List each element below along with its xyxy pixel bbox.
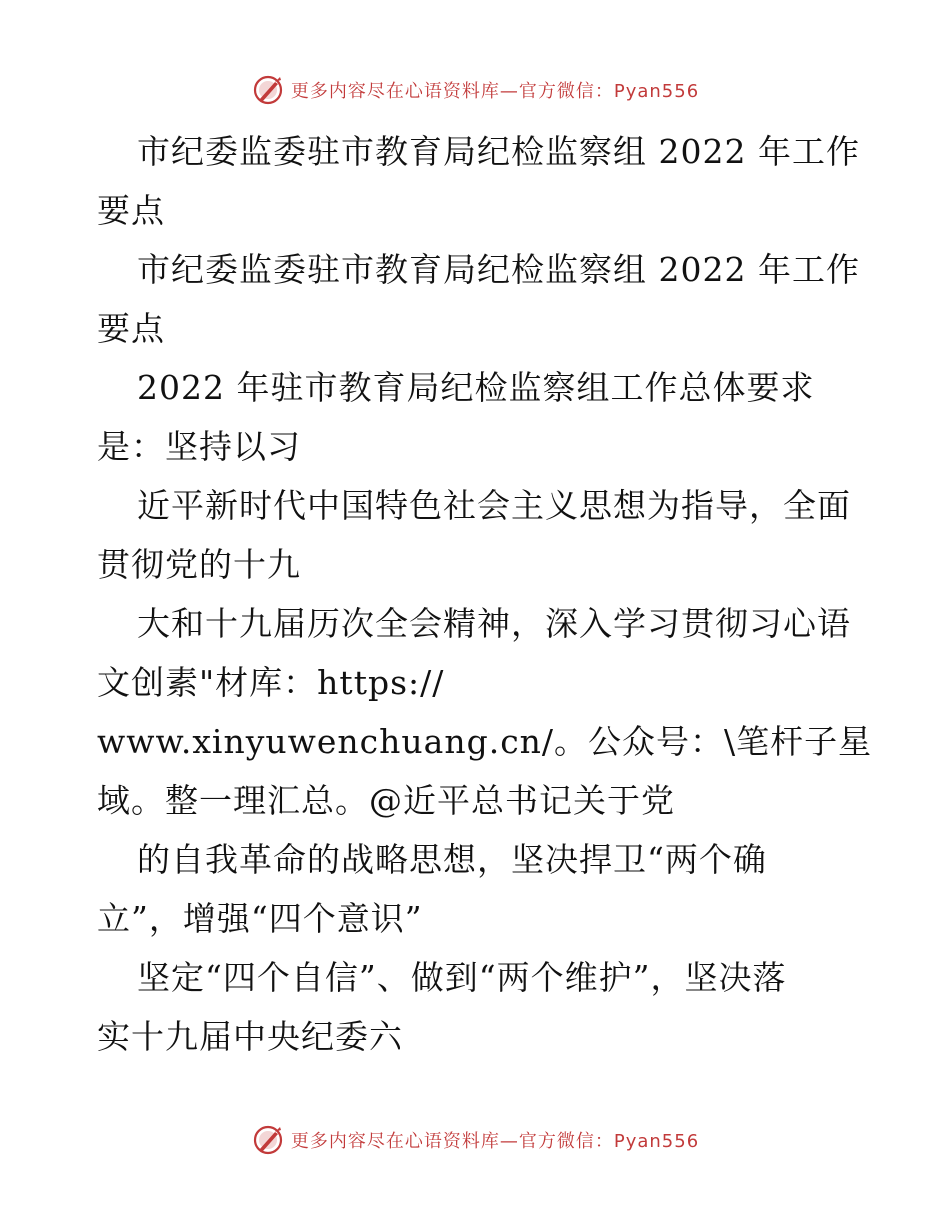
footer-banner — [0, 1120, 950, 1160]
doc-line: 坚定“四个自信”、做到“两个维护”，坚决落 — [137, 958, 787, 997]
doc-line: 立”，增强“四个意识” — [97, 899, 423, 938]
doc-line: 要点 — [97, 309, 165, 348]
doc-line: 近平新时代中国特色社会主义思想为指导，全面 — [137, 486, 851, 525]
doc-line: 是：坚持以习 — [97, 427, 301, 466]
doc-line: 2022 年驻市教育局纪检监察组工作总体要求 — [137, 368, 815, 407]
doc-line: 实十九届中央纪委六 — [97, 1017, 403, 1056]
doc-line: 大和十九届历次全会精神，深入学习贯彻习心语 — [137, 604, 851, 643]
doc-line: www.xinyuwenchuang.cn/。公众号：\笔杆子星 — [97, 722, 873, 761]
doc-line: 的自我革命的战略思想，坚决捍卫“两个确 — [137, 840, 767, 879]
doc-line: 市纪委监委驻市教育局纪检监察组 2022 年工作 — [137, 250, 860, 289]
footer-banner-text: 更多内容尽在心语资料库—官方微信：Pyan556 — [290, 1131, 700, 1152]
header-banner-text: 更多内容尽在心语资料库—官方微信：Pyan556 — [290, 81, 700, 102]
doc-line: 域。整一理汇总。@近平总书记关于党 — [97, 781, 675, 820]
quill-logo-icon — [251, 73, 285, 107]
doc-line: 贯彻党的十九 — [97, 545, 301, 584]
doc-line: 市纪委监委驻市教育局纪检监察组 2022 年工作 — [137, 132, 860, 171]
doc-line: 要点 — [97, 191, 165, 230]
doc-line: 文创素"材库：https:// — [97, 663, 445, 702]
header-banner — [0, 70, 950, 110]
document-body — [97, 122, 873, 1066]
quill-logo-icon — [251, 1123, 285, 1157]
